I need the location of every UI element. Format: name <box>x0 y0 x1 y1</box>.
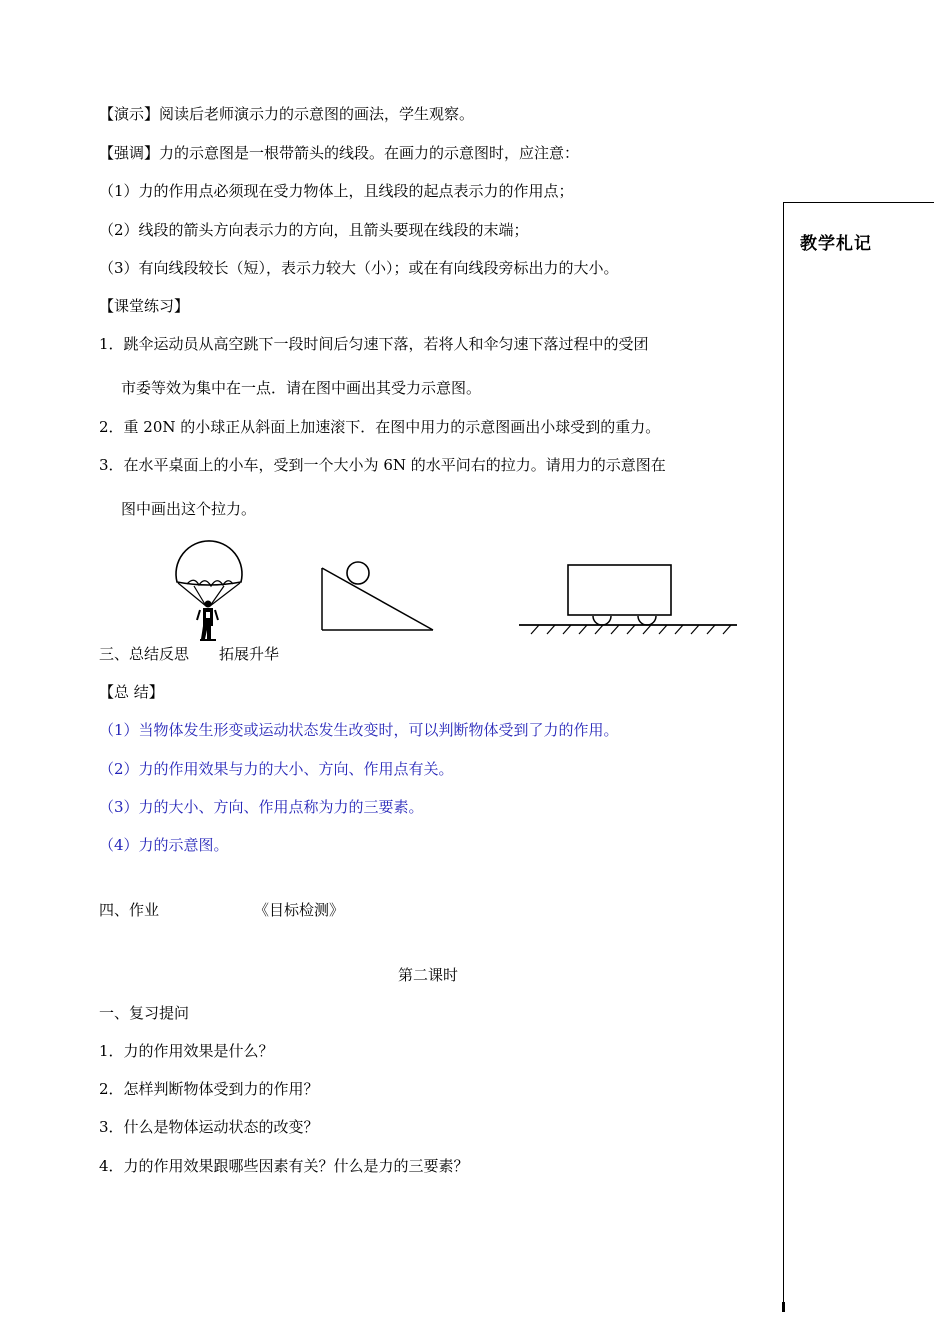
practice-q3-line2: 图中画出这个拉力。 <box>121 500 257 518</box>
emphasis-line: 【强调】力的示意图是一根带箭头的线段。在画力的示意图时，应注意： <box>99 144 580 162</box>
review-question-1: 1．力的作用效果是什么？ <box>99 1042 274 1060</box>
homework-label: 四、作业 <box>99 901 160 919</box>
review-heading: 一、复习提问 <box>99 1004 190 1022</box>
summary-item-4: （4）力的示意图。 <box>99 836 229 854</box>
box-corner-mark <box>782 1302 785 1312</box>
parachutist-figure <box>170 540 250 645</box>
summary-section-title: 三、总结反思 拓展升华 <box>99 645 280 663</box>
summary-item-3: （3）力的大小、方向、作用点称为力的三要素。 <box>99 798 424 816</box>
lesson2-title: 第二课时 <box>398 966 459 984</box>
summary-item-2: （2）力的作用效果与力的大小、方向、作用点有关。 <box>99 760 454 778</box>
practice-heading: 【课堂练习】 <box>99 297 190 315</box>
review-question-4: 4．力的作用效果跟哪些因素有关？什么是力的三要素？ <box>99 1157 469 1175</box>
teaching-notes-title: 教学札记 <box>800 234 872 254</box>
practice-q1-line1: 1．跳伞运动员从高空跳下一段时间后匀速下落，若将人和伞匀速下落过程中的受团 <box>99 335 649 353</box>
practice-q1-line2: 市委等效为集中在一点．请在图中画出其受力示意图。 <box>121 379 482 397</box>
emphasis-point-1: （1）力的作用点必须现在受力物体上，且线段的起点表示力的作用点； <box>99 182 574 200</box>
practice-q2: 2．重 20N 的小球正从斜面上加速滚下．在图中用力的示意图画出小球受到的重力。 <box>99 418 661 436</box>
demo-line: 【演示】阅读后老师演示力的示意图的画法，学生观察。 <box>99 105 475 123</box>
practice-q3-line1: 3．在水平桌面上的小车，受到一个大小为 6N 的水平问右的拉力。请用力的示意图在 <box>99 456 666 474</box>
emphasis-point-2: （2）线段的箭头方向表示力的方向，且箭头要现在线段的末端； <box>99 221 529 239</box>
review-question-2: 2．怎样判断物体受到力的作用？ <box>99 1080 319 1098</box>
cart-on-table-figure <box>517 560 742 635</box>
summary-item-1: （1）当物体发生形变或运动状态发生改变时，可以判断物体受到了力的作用。 <box>99 721 619 739</box>
emphasis-point-3: （3）有向线段较长（短），表示力较大（小）；或在有向线段旁标出力的大小。 <box>99 259 619 277</box>
ball-on-incline-figure <box>318 558 438 638</box>
review-question-3: 3．什么是物体运动状态的改变？ <box>99 1118 319 1136</box>
homework-book: 《目标检测》 <box>254 901 345 919</box>
teaching-notes-box <box>783 202 934 1310</box>
summary-heading: 【总 结】 <box>99 683 164 701</box>
